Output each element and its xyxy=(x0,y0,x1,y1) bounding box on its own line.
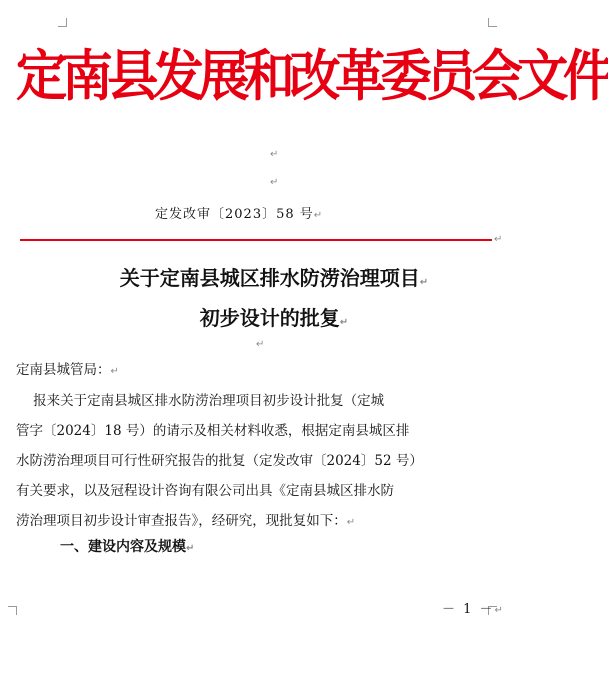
document-title-line-2 xyxy=(0,302,548,331)
paragraph-mark: ↵ xyxy=(419,277,429,288)
red-separator-line xyxy=(20,239,492,241)
document-masthead: 定南县发展和改革委员会文件 xyxy=(16,43,608,108)
paragraph-mark: ↵ xyxy=(346,517,356,528)
paragraph-mark: ↵ xyxy=(270,149,279,160)
document-title-line-1 xyxy=(0,262,548,291)
margin-corner-top-left xyxy=(58,18,67,27)
document-number-text: 定发改审〔2023〕58 号 xyxy=(155,207,314,222)
paragraph-mark: ↵ xyxy=(313,210,324,221)
body-line-2: 管字〔2024〕18 号）的请示及相关材料收悉，根据定南县城区排 xyxy=(16,423,410,439)
body-line-4: 有关要求，以及冠程设计咨询有限公司出具《定南县城区排水防 xyxy=(16,483,394,499)
paragraph-mark: ↵ xyxy=(339,317,349,328)
body-line-5-text: 涝治理项目初步设计审查报告》，经研究，现批复如下： xyxy=(16,513,347,529)
title-line-2-text: 初步设计的批复 xyxy=(199,306,340,330)
margin-corner-top-right xyxy=(488,18,497,27)
body-line-3: 水防涝治理项目可行性研究报告的批复（定发改审〔2024〕52 号） xyxy=(16,453,423,469)
title-line-1-text: 关于定南县城区排水防涝治理项目 xyxy=(119,266,420,290)
document-number xyxy=(155,203,323,222)
paragraph-mark: ↵ xyxy=(494,605,505,616)
paragraph-mark: ↵ xyxy=(270,177,279,188)
salutation xyxy=(16,356,496,384)
body-line-1: 报来关于定南县城区排水防涝治理项目初步设计批复（定城 xyxy=(16,393,385,409)
body-line-5 xyxy=(16,507,496,535)
section-heading xyxy=(60,536,194,556)
page-number xyxy=(442,598,505,617)
salutation-text: 定南县城管局： xyxy=(16,362,111,378)
margin-corner-bottom-left xyxy=(8,606,17,615)
paragraph-mark: ↵ xyxy=(110,366,119,377)
paragraph-mark: ↵ xyxy=(186,543,195,554)
paragraph-mark: ↵ xyxy=(494,234,503,245)
section-heading-text: 一、建设内容及规模 xyxy=(60,539,186,555)
paragraph-mark: ↵ xyxy=(256,339,265,350)
page-number-text: － 1 － xyxy=(442,602,495,617)
